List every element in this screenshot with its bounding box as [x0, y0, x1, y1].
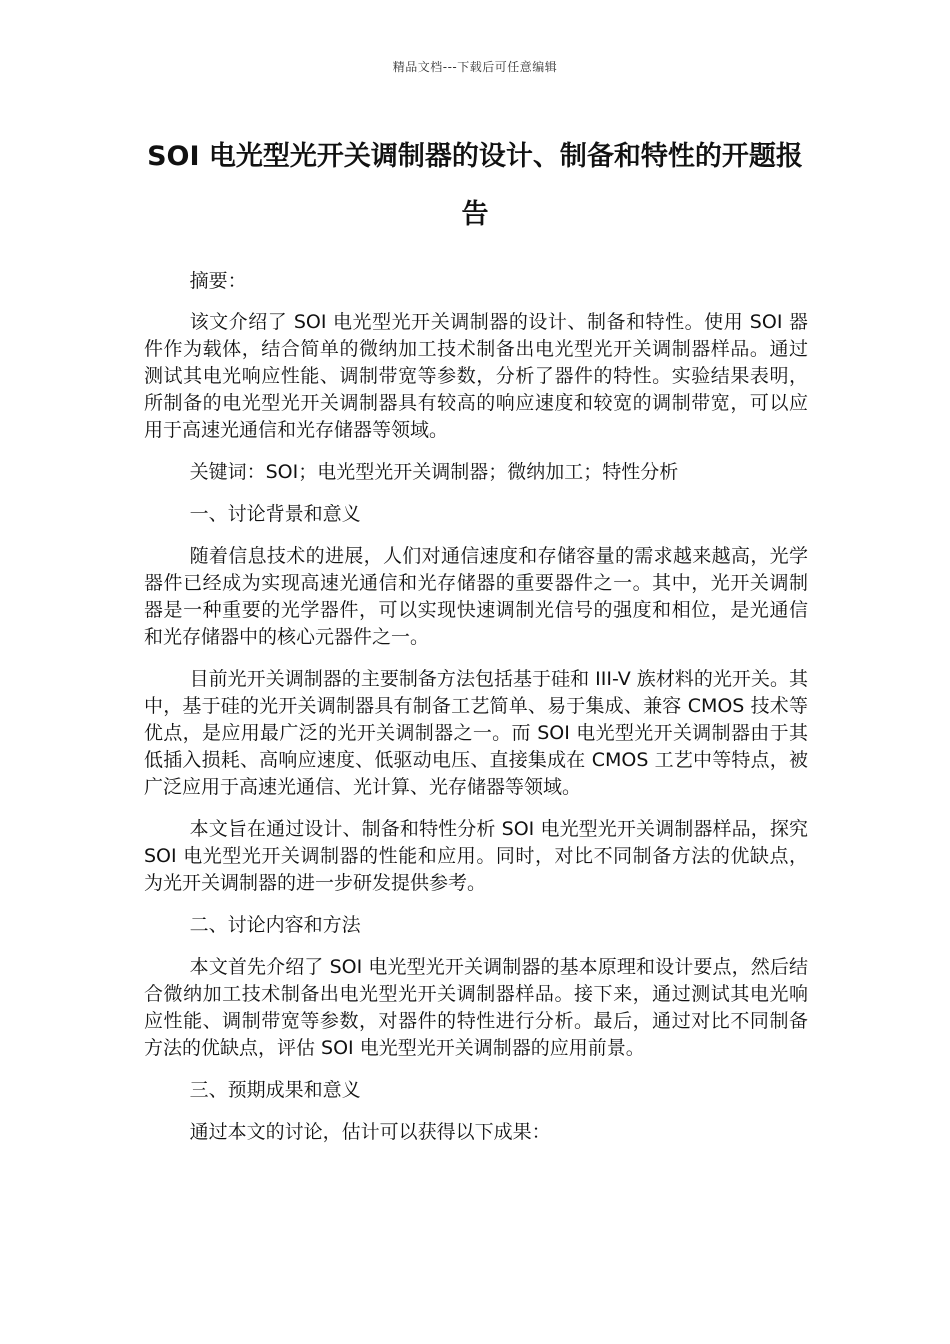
abstract-label: 摘要：: [189, 270, 247, 292]
keywords-line: 关键词：SOI；电光型光开关调制器；微纳加工；特性分析: [189, 461, 679, 483]
section1-paragraph-3: 本文旨在通过设计、制备和特性分析 SOI 电光型光开关调制器样品，探究 SOI 电光型光开关调制器的性能和应用。同时，对比不同制备方法的优缺点，为光开关调制器的进一步研发提供参考。: [144, 818, 808, 894]
header-note: 精品文档---下载后可任意编辑: [392, 60, 558, 74]
document-title: SOI 电光型光开关调制器的设计、制备和特性的开题报告: [147, 141, 803, 230]
section1-paragraph-2: 目前光开关调制器的主要制备方法包括基于硅和 III-V 族材料的光开关。其中，基于硅的光开关调制器具有制备工艺简单、易于集成、兼容 CMOS 技术等优点，是应用最广泛的光开关调制器之一。而 SOI 电光型光开关调制器由于其低插入损耗、高响应速度、低驱动电压、直接集成在 CMOS 工艺中等特点，被广泛应用于高速光通信、光计算、光存储器等领域。: [144, 668, 808, 798]
section1-paragraph-1: 随着信息技术的进展，人们对通信速度和存储容量的需求越来越高，光学器件已经成为实现高速光通信和光存储器的重要器件之一。其中，光开关调制器是一种重要的光学器件，可以实现快速调制光信号的强度和相位，是光通信和光存储器中的核心元器件之一。: [144, 545, 808, 648]
section2-paragraph-1: 本文首先介绍了 SOI 电光型光开关调制器的基本原理和设计要点，然后结合微纳加工技术制备出电光型光开关调制器样品。接下来，通过测试其电光响应性能、调制带宽等参数，对器件的特性进行分析。最后，通过对比不同制备方法的优缺点，评估 SOI 电光型光开关调制器的应用前景。: [144, 956, 808, 1059]
section-heading-expected-results: 三、预期成果和意义: [189, 1079, 361, 1101]
abstract-paragraph: 该文介绍了 SOI 电光型光开关调制器的设计、制备和特性。使用 SOI 器件作为载体，结合简单的微纳加工技术制备出电光型光开关调制器样品。通过测试其电光响应性能、调制带宽等参数，分析了器件的特性。实验结果表明，所制备的电光型光开关调制器具有较高的响应速度和较宽的调制带宽，可以应用于高速光通信和光存储器等领域。: [144, 311, 808, 441]
section-heading-content-methods: 二、讨论内容和方法: [189, 914, 361, 936]
section3-paragraph-1: 通过本文的讨论，估计可以获得以下成果：: [189, 1121, 551, 1143]
section-heading-background: 一、讨论背景和意义: [189, 503, 361, 525]
document-body: [144, 268, 808, 1161]
